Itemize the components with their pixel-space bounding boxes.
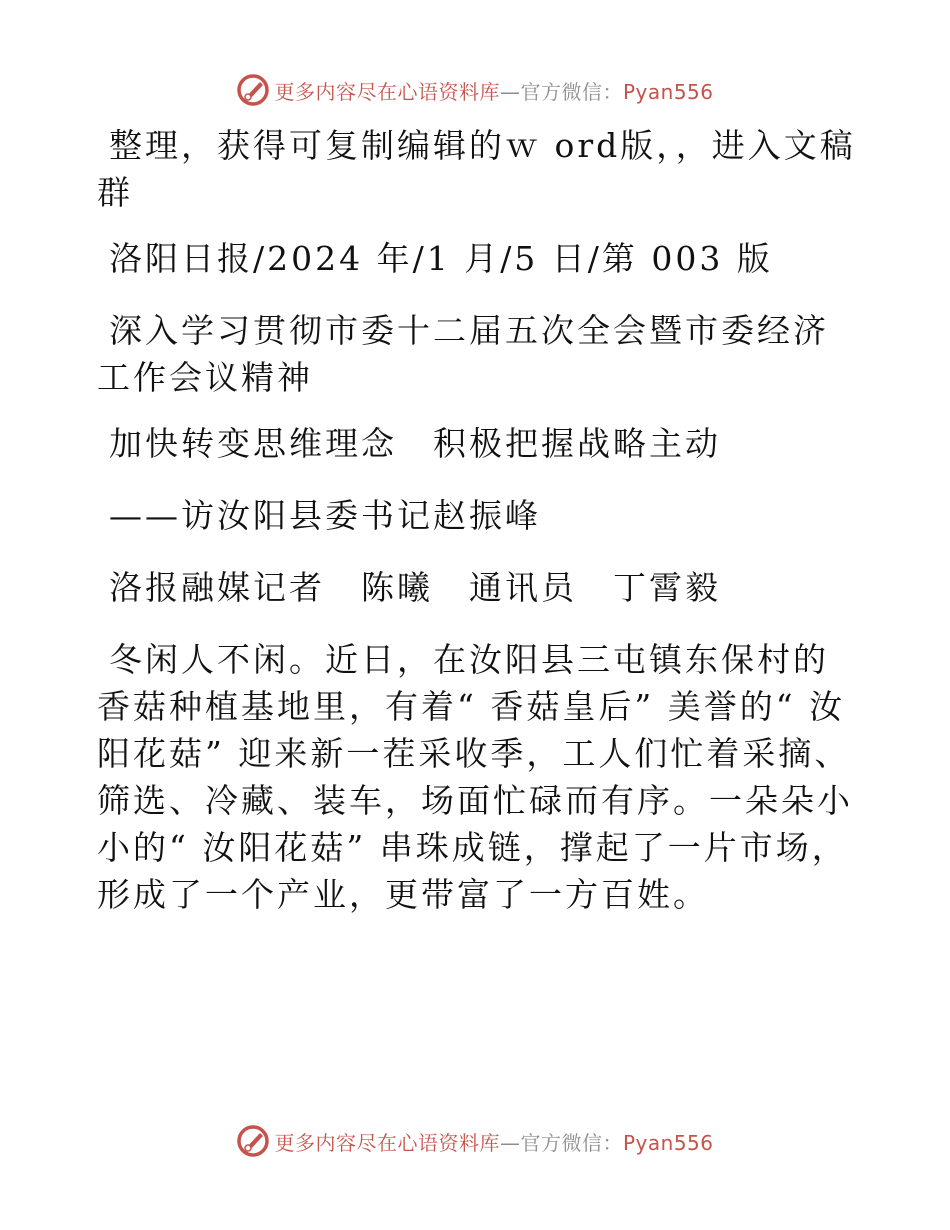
watermark-site: 更多内容尽在心语资料库 — [274, 79, 500, 104]
watermark-dash: — — [499, 1130, 521, 1155]
document-body — [97, 122, 857, 918]
article-title: 加快转变思维理念 积极把握战略主动 — [109, 424, 721, 463]
body-paragraph: 冬闲人不闲。近日，在汝阳县三屯镇东保村的香菇种植基地里，有着“ 香菇皇后” 美誉的“ 汝阳花菇” 迎来新一茬采收季，工人们忙着采摘、筛选、冷藏、装车，场面忙碌而有序。一朵朵小小的“ 汝阳花菇” 串珠成链，撑起了一片市场，形成了一个产业，更带富了一方百姓。 — [97, 640, 853, 914]
header-watermark — [0, 70, 950, 110]
intro-paragraph: 整理，获得可复制编辑的ｗ ord版，，进入文稿群 — [97, 126, 856, 212]
library-logo-icon — [236, 73, 270, 107]
watermark-text — [274, 76, 713, 105]
library-logo-icon — [236, 1124, 270, 1158]
footer-watermark — [0, 1121, 950, 1161]
watermark-wechat-id: Pyan556 — [622, 79, 714, 104]
watermark-official-label: 官方微信： — [520, 79, 623, 104]
watermark-dash: — — [499, 79, 521, 104]
watermark-official-label: 官方微信： — [520, 1130, 623, 1155]
article-subtitle: ——访汝阳县委书记赵振峰 — [109, 496, 541, 535]
byline: 洛报融媒记者 陈曦 通讯员 丁霄毅 — [109, 568, 721, 607]
watermark-text — [274, 1127, 713, 1156]
watermark-wechat-id: Pyan556 — [622, 1130, 714, 1155]
series-heading: 深入学习贯彻市委十二届五次全会暨市委经济工作会议精神 — [97, 311, 829, 397]
watermark-site: 更多内容尽在心语资料库 — [274, 1130, 500, 1155]
source-line: 洛阳日报/2024 年/1 月/5 日/第 003 版 — [109, 239, 773, 278]
